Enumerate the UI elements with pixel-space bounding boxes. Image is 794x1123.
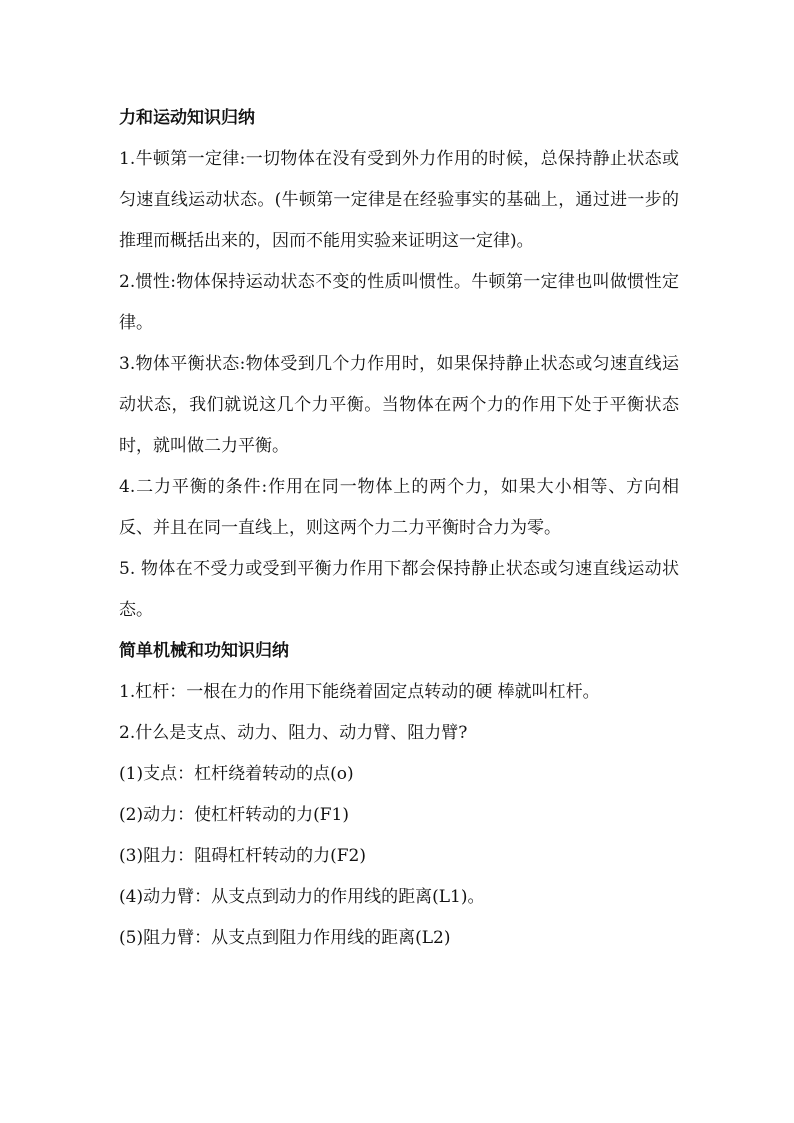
paragraph-newton-first-law: 1.牛顿第一定律:一切物体在没有受到外力作用的时候，总保持静止状态或匀速直线运动状态。(牛顿第一定律是在经验事实的基础上，通过进一步的推理而概括出来的，因而不能用实验来证明这一定律)。 [119, 149, 679, 251]
document-body [119, 98, 679, 959]
paragraph-inertia: 2.惯性:物体保持运动状态不变的性质叫惯性。牛顿第一定律也叫做惯性定律。 [119, 272, 679, 333]
line-resistance-force: (3)阻力：阻碍杠杆转动的力(F2) [119, 846, 366, 866]
paragraph-balanced-forces-motion: 5. 物体在不受力或受到平衡力作用下都会保持静止状态或匀速直线运动状态。 [119, 559, 679, 620]
paragraph-equilibrium-state: 3.物体平衡状态:物体受到几个力作用时，如果保持静止状态或匀速直线运动状态，我们就说这几个力平衡。当物体在两个力的作用下处于平衡状态时，就叫做二力平衡。 [119, 354, 679, 456]
paragraph-two-force-balance: 4.二力平衡的条件:作用在同一物体上的两个力，如果大小相等、方向相反、并且在同一直线上，则这两个力二力平衡时合力为零。 [119, 477, 679, 538]
line-fulcrum: (1)支点：杠杆绕着转动的点(o) [119, 764, 354, 784]
section-title-force-motion: 力和运动知识归纳 [119, 108, 255, 128]
line-effort-arm: (4)动力臂：从支点到动力的作用线的距离(L1)。 [119, 887, 485, 907]
line-lever-terms-question: 2.什么是支点、动力、阻力、动力臂、阻力臂? [119, 723, 468, 743]
line-effort-force: (2)动力：使杠杆转动的力(F1) [119, 805, 349, 825]
line-lever-definition: 1.杠杆：一根在力的作用下能绕着固定点转动的硬 棒就叫杠杆。 [119, 682, 600, 702]
section-title-simple-machines: 简单机械和功知识归纳 [119, 641, 289, 661]
line-resistance-arm: (5)阻力臂：从支点到阻力作用线的距离(L2) [119, 928, 451, 948]
